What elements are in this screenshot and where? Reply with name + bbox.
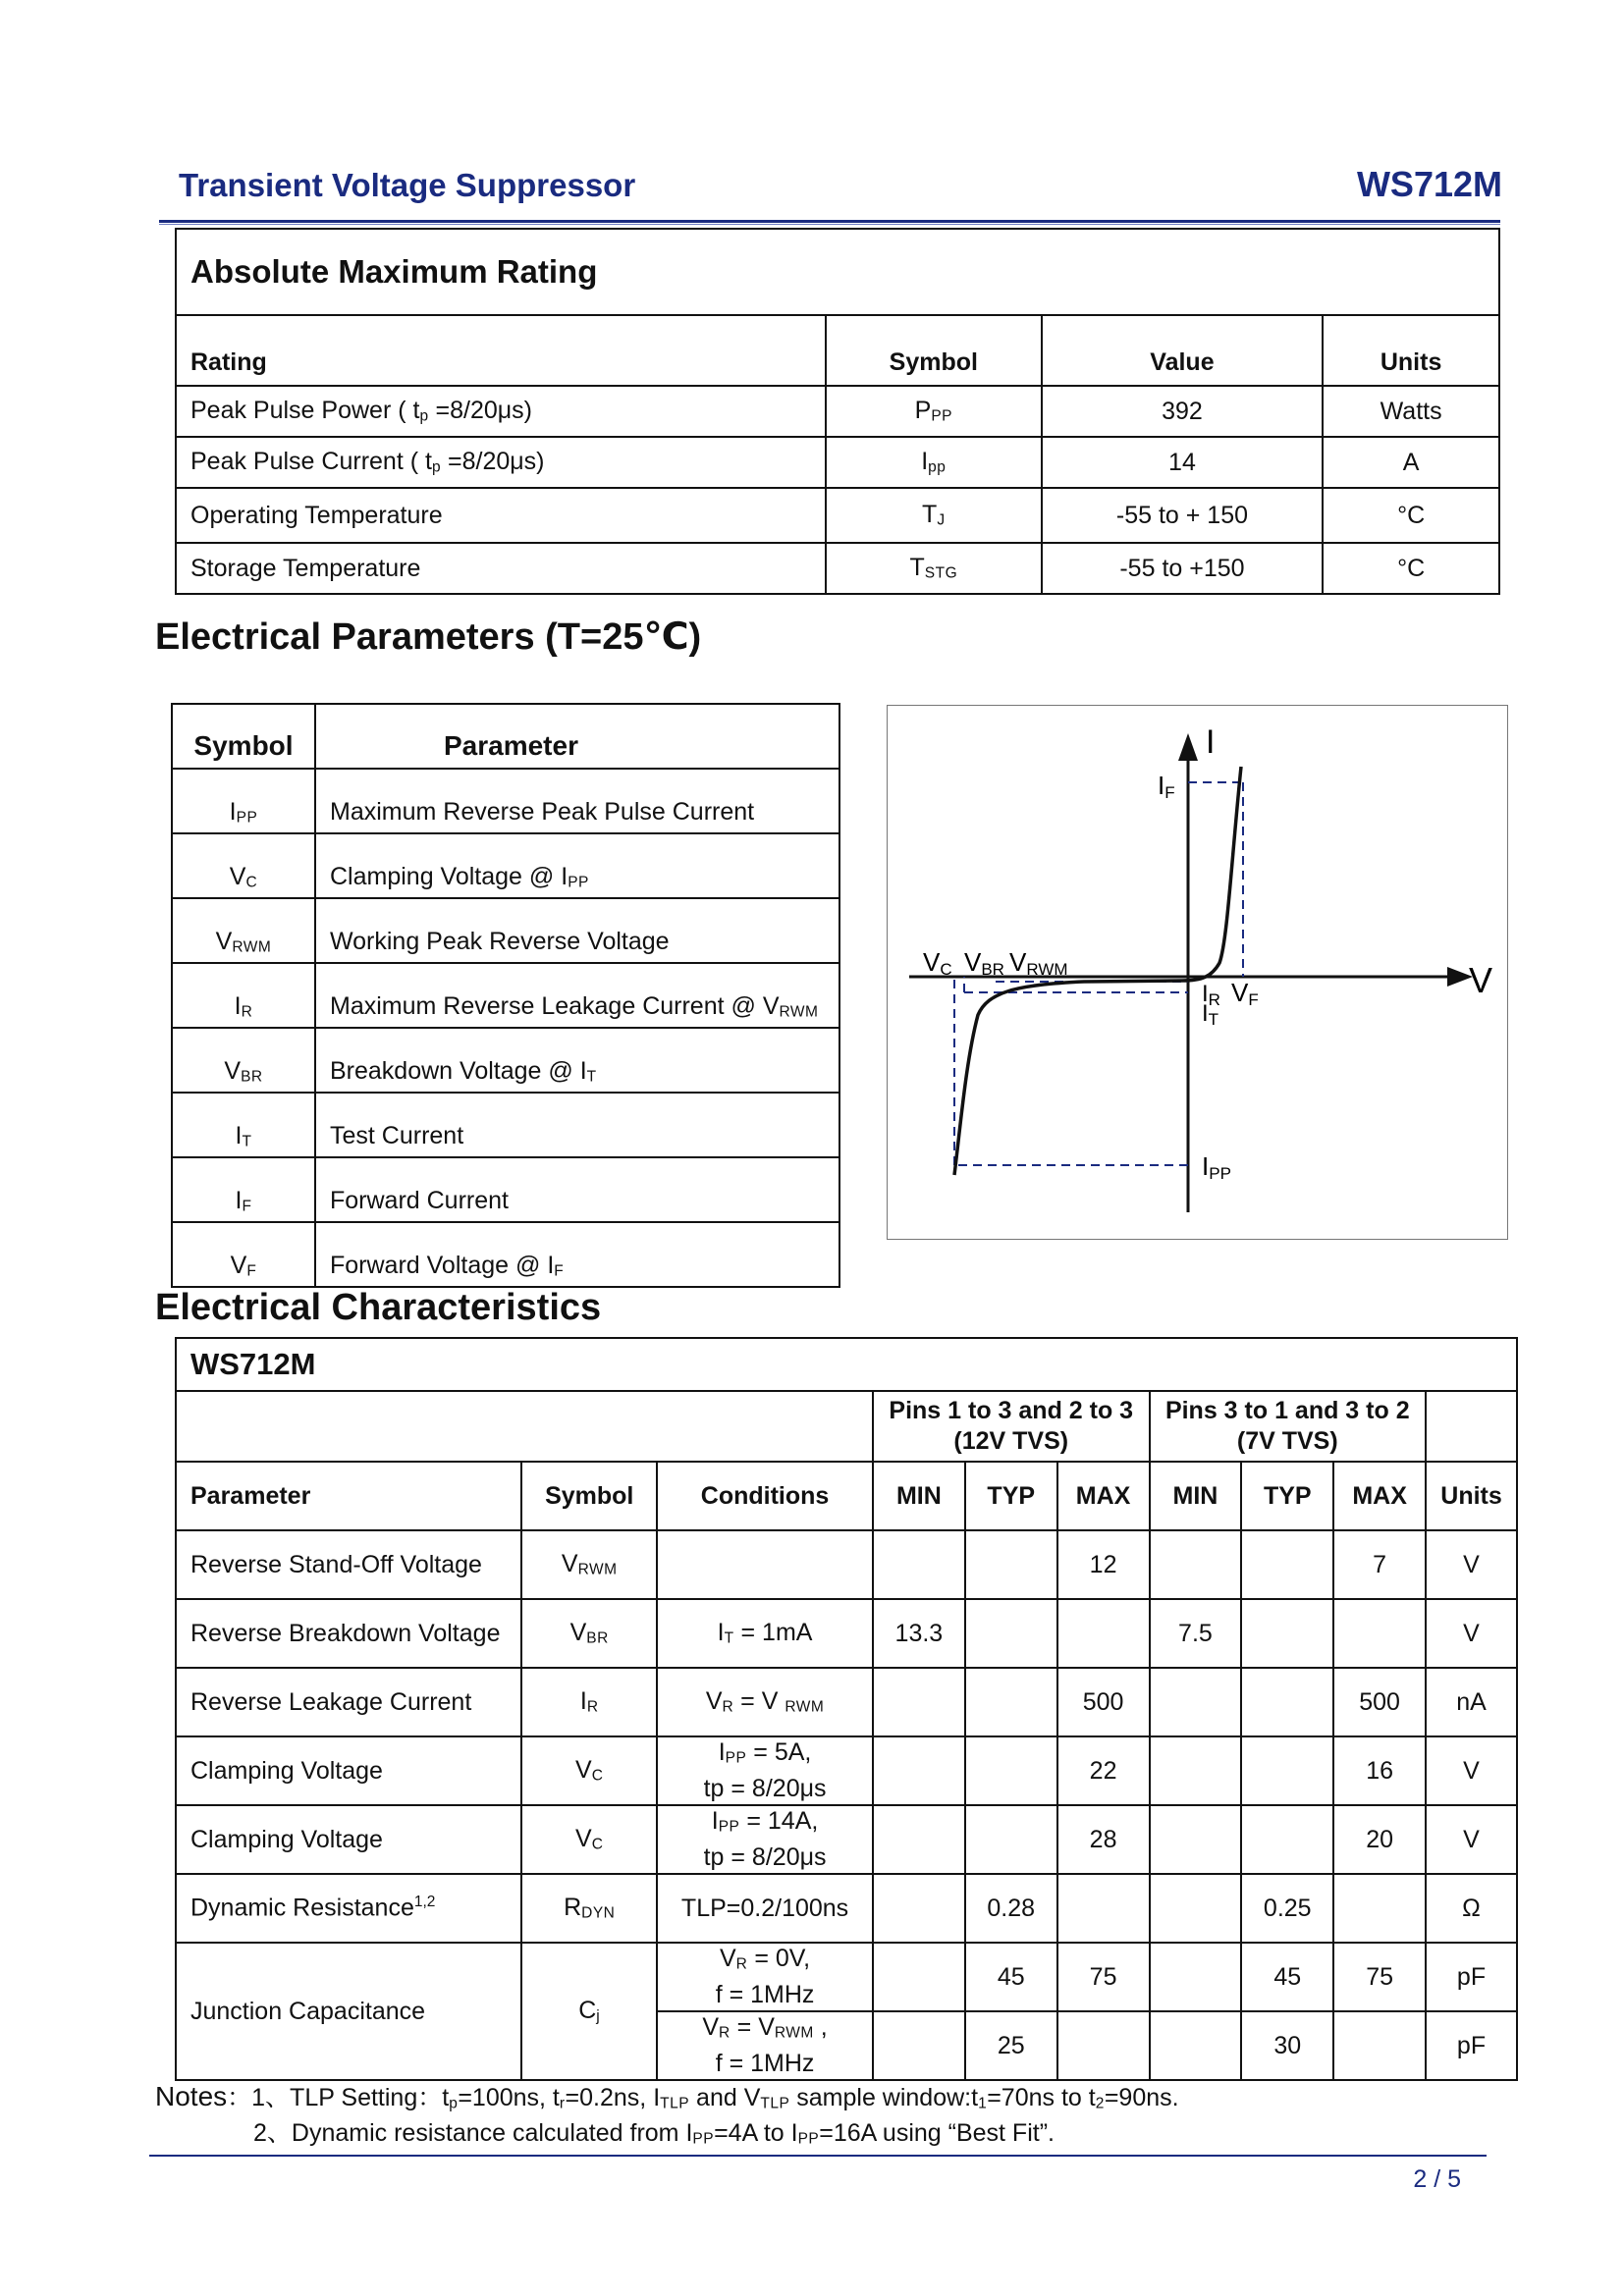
electrical-characteristics-heading: Electrical Characteristics	[155, 1287, 602, 1328]
electrical-parameters-table	[171, 703, 840, 1288]
rating-symbol: $T_J$	[826, 488, 1042, 543]
col-max: MAX	[1333, 1462, 1426, 1530]
rating-name: Storage Temperature	[176, 543, 826, 594]
label-vf: VF	[1231, 978, 1259, 1009]
char-max	[1333, 1874, 1426, 1943]
char-max: 28	[1057, 1805, 1150, 1874]
char-typ	[965, 1530, 1057, 1599]
char-typ	[965, 1599, 1057, 1668]
char-min	[1150, 1943, 1242, 2011]
char-max	[1057, 1874, 1150, 1943]
char-symbol: $V_C$	[521, 1736, 657, 1805]
char-max: 7	[1333, 1530, 1426, 1599]
param-description: Maximum Reverse Leakage Current @ $V_{RWM}$	[315, 963, 839, 1028]
label-v-axis: V	[1469, 960, 1493, 1000]
char-typ: 0.28	[965, 1874, 1057, 1943]
col-max: MAX	[1057, 1462, 1150, 1530]
header-divider	[159, 220, 1500, 223]
char-typ: 25	[965, 2011, 1057, 2080]
char-conditions: TLP=0.2/100ns	[657, 1874, 873, 1943]
device-name: WS712M	[176, 1338, 1517, 1391]
param-description: Breakdown Voltage @ $I_T$	[315, 1028, 839, 1093]
page-number: 2 / 5	[1413, 2165, 1461, 2193]
char-typ	[1241, 1530, 1333, 1599]
table-row	[176, 1805, 1517, 1874]
char-min	[873, 1805, 965, 1874]
char-max	[1333, 2011, 1426, 2080]
char-conditions: $V_R = V$ $_{RWM}$	[657, 1668, 873, 1736]
table-row	[172, 1093, 839, 1157]
param-symbol: $I_F$	[172, 1157, 315, 1222]
col-parameter: Parameter	[176, 1462, 521, 1530]
char-units: V	[1426, 1736, 1517, 1805]
char-max: 12	[1057, 1530, 1150, 1599]
rating-name: Operating Temperature	[176, 488, 826, 543]
char-typ	[1241, 1736, 1333, 1805]
label-vrwm: VRWM	[1009, 947, 1068, 979]
col-typ: TYP	[965, 1462, 1057, 1530]
char-typ: 0.25	[1241, 1874, 1333, 1943]
char-units: pF	[1426, 2011, 1517, 2080]
char-conditions: $I_{PP} = 5A$, tp = 8/20μs	[657, 1736, 873, 1805]
col-parameter: Parameter	[315, 704, 839, 769]
char-min	[1150, 1530, 1242, 1599]
part-number: WS712M	[1356, 164, 1502, 204]
char-units: Ω	[1426, 1874, 1517, 1943]
char-min	[1150, 1736, 1242, 1805]
table-row	[176, 1874, 1517, 1943]
table-row	[176, 1668, 1517, 1736]
table-row	[176, 437, 1499, 488]
char-typ: 45	[965, 1943, 1057, 2011]
char-max: 22	[1057, 1736, 1150, 1805]
param-symbol: $V_C$	[172, 833, 315, 898]
col-value: Value	[1042, 315, 1324, 386]
table-row	[172, 1222, 839, 1287]
char-units: V	[1426, 1530, 1517, 1599]
char-max: 75	[1057, 1943, 1150, 2011]
table-row	[172, 769, 839, 833]
rating-units: A	[1323, 437, 1499, 488]
table-row	[176, 386, 1499, 437]
char-parameter: Junction Capacitance	[176, 1943, 521, 2080]
label-it: IT	[1202, 1000, 1219, 1029]
char-min	[873, 2011, 965, 2080]
table-row	[172, 833, 839, 898]
rating-symbol: $I_{pp}$	[826, 437, 1042, 488]
label-vbr: VBR	[964, 947, 1004, 979]
char-max: 75	[1333, 1943, 1426, 2011]
col-units: Units	[1323, 315, 1499, 386]
rating-value: -55 to + 150	[1042, 488, 1324, 543]
char-typ: 45	[1241, 1943, 1333, 2011]
param-symbol: $V_{RWM}$	[172, 898, 315, 963]
char-max: 16	[1333, 1736, 1426, 1805]
pin-group-7v: Pins 3 to 1 and 3 to 2 (7V TVS)	[1150, 1391, 1427, 1462]
char-min	[1150, 1668, 1242, 1736]
rating-units: °C	[1323, 543, 1499, 594]
param-description: Forward Current	[315, 1157, 839, 1222]
i-axis-arrow-icon	[1178, 733, 1198, 761]
char-min	[1150, 1874, 1242, 1943]
char-max	[1333, 1599, 1426, 1668]
char-min	[1150, 2011, 1242, 2080]
rating-value: 392	[1042, 386, 1324, 437]
table-row	[172, 963, 839, 1028]
table-row	[176, 1736, 1517, 1805]
param-description: Clamping Voltage @ $I_{PP}$	[315, 833, 839, 898]
char-conditions: $V_R = V_{RWM}$ , f = 1MHz	[657, 2011, 873, 2080]
table-row	[176, 488, 1499, 543]
rating-units: °C	[1323, 488, 1499, 543]
col-conditions: Conditions	[657, 1462, 873, 1530]
char-symbol: $V_{BR}$	[521, 1599, 657, 1668]
rating-value: 14	[1042, 437, 1324, 488]
note-2: 2、Dynamic resistance calculated from $I_{PP}=4A$ to $I_{PP}=16A$ using “Best Fit”.	[253, 2119, 1055, 2148]
char-symbol: $R_{DYN}$	[521, 1874, 657, 1943]
char-symbol: $V_{RWM}$	[521, 1530, 657, 1599]
param-symbol: $V_F$	[172, 1222, 315, 1287]
col-symbol: Symbol	[826, 315, 1042, 386]
char-max	[1057, 1599, 1150, 1668]
char-typ	[1241, 1805, 1333, 1874]
char-min: 7.5	[1150, 1599, 1242, 1668]
document-title: Transient Voltage Suppressor	[179, 167, 636, 203]
label-vc: VC	[923, 947, 952, 979]
rating-symbol: $T_{STG}$	[826, 543, 1042, 594]
char-units: nA	[1426, 1668, 1517, 1736]
char-typ	[965, 1668, 1057, 1736]
rating-symbol: $P_{PP}$	[826, 386, 1042, 437]
col-rating: Rating	[176, 315, 826, 386]
char-units: V	[1426, 1805, 1517, 1874]
char-typ: 30	[1241, 2011, 1333, 2080]
param-symbol: $V_{BR}$	[172, 1028, 315, 1093]
rating-name: Peak Pulse Power ( $t_p =8/20\mu s$)	[176, 386, 826, 437]
char-conditions: $I_T = 1mA$	[657, 1599, 873, 1668]
char-min	[873, 1943, 965, 2011]
char-parameter: Reverse Leakage Current	[176, 1668, 521, 1736]
char-conditions	[657, 1530, 873, 1599]
col-units: Units	[1426, 1462, 1517, 1530]
notes	[155, 2081, 1179, 2155]
col-symbol: Symbol	[521, 1462, 657, 1530]
table-row	[176, 1530, 1517, 1599]
table-row	[176, 1599, 1517, 1668]
char-typ	[1241, 1599, 1333, 1668]
rating-name: Peak Pulse Current ( $t_p =8/20\mu s$)	[176, 437, 826, 488]
char-typ	[965, 1736, 1057, 1805]
param-description: Test Current	[315, 1093, 839, 1157]
char-parameter: Reverse Breakdown Voltage	[176, 1599, 521, 1668]
param-symbol: $I_{PP}$	[172, 769, 315, 833]
param-description: Maximum Reverse Peak Pulse Current	[315, 769, 839, 833]
absolute-rating-title: Absolute Maximum Rating	[176, 229, 1499, 315]
label-ipp: IPP	[1202, 1151, 1231, 1183]
iv-curve-svg	[888, 706, 1507, 1239]
char-typ	[1241, 1668, 1333, 1736]
char-conditions: $I_{PP} = 14A$, tp = 8/20μs	[657, 1805, 873, 1874]
char-symbol: $I_R$	[521, 1668, 657, 1736]
blank-header-cell	[1426, 1391, 1517, 1462]
pin-group-12v: Pins 1 to 3 and 2 to 3 (12V TVS)	[873, 1391, 1150, 1462]
electrical-characteristics-table	[175, 1337, 1518, 2081]
char-units: pF	[1426, 1943, 1517, 2011]
char-max: 500	[1333, 1668, 1426, 1736]
char-units: V	[1426, 1599, 1517, 1668]
char-max: 500	[1057, 1668, 1150, 1736]
col-min: MIN	[1150, 1462, 1242, 1530]
label-i-axis: I	[1206, 723, 1216, 761]
absolute-maximum-rating-table	[175, 228, 1500, 595]
char-parameter: Clamping Voltage	[176, 1805, 521, 1874]
char-parameter: Dynamic Resistance$^{1,2}$	[176, 1874, 521, 1943]
char-typ	[965, 1805, 1057, 1874]
col-symbol: Symbol	[172, 704, 315, 769]
char-min	[873, 1668, 965, 1736]
char-min	[873, 1874, 965, 1943]
char-conditions: $V_R = 0V$, f = 1MHz	[657, 1943, 873, 2011]
rating-units: Watts	[1323, 386, 1499, 437]
table-row	[176, 1943, 1517, 2011]
blank-header-cell	[176, 1391, 873, 1462]
char-parameter: Clamping Voltage	[176, 1736, 521, 1805]
table-row	[176, 543, 1499, 594]
char-parameter: Reverse Stand-Off Voltage	[176, 1530, 521, 1599]
label-if: IF	[1158, 771, 1175, 802]
char-min	[873, 1530, 965, 1599]
param-description: Forward Voltage @ $I_F$	[315, 1222, 839, 1287]
electrical-parameters-heading: Electrical Parameters (T=25℃)	[155, 616, 702, 658]
header-divider-thin	[159, 224, 1500, 225]
rating-value: -55 to +150	[1042, 543, 1324, 594]
char-min	[873, 1736, 965, 1805]
char-min	[1150, 1805, 1242, 1874]
char-min: 13.3	[873, 1599, 965, 1668]
char-max	[1057, 2011, 1150, 2080]
char-symbol: $V_C$	[521, 1805, 657, 1874]
label-ir: IR	[1202, 981, 1220, 1009]
param-description: Working Peak Reverse Voltage	[315, 898, 839, 963]
iv-curve-diagram	[887, 705, 1508, 1240]
footer-divider	[149, 2155, 1487, 2157]
table-row	[172, 898, 839, 963]
table-row	[172, 1157, 839, 1222]
char-symbol: $C_j$	[521, 1943, 657, 2080]
note-1: Notes：1、TLP Setting：$t_p=100ns$, $t_r=0.2ns$, $I_{TLP}$ and $V_{TLP}$ sample $window:t_1=70ns$ to $t_2=90ns$.	[155, 2081, 1179, 2112]
col-typ: TYP	[1241, 1462, 1333, 1530]
param-symbol: $I_R$	[172, 963, 315, 1028]
col-min: MIN	[873, 1462, 965, 1530]
param-symbol: $I_T$	[172, 1093, 315, 1157]
table-row	[172, 1028, 839, 1093]
char-max: 20	[1333, 1805, 1426, 1874]
